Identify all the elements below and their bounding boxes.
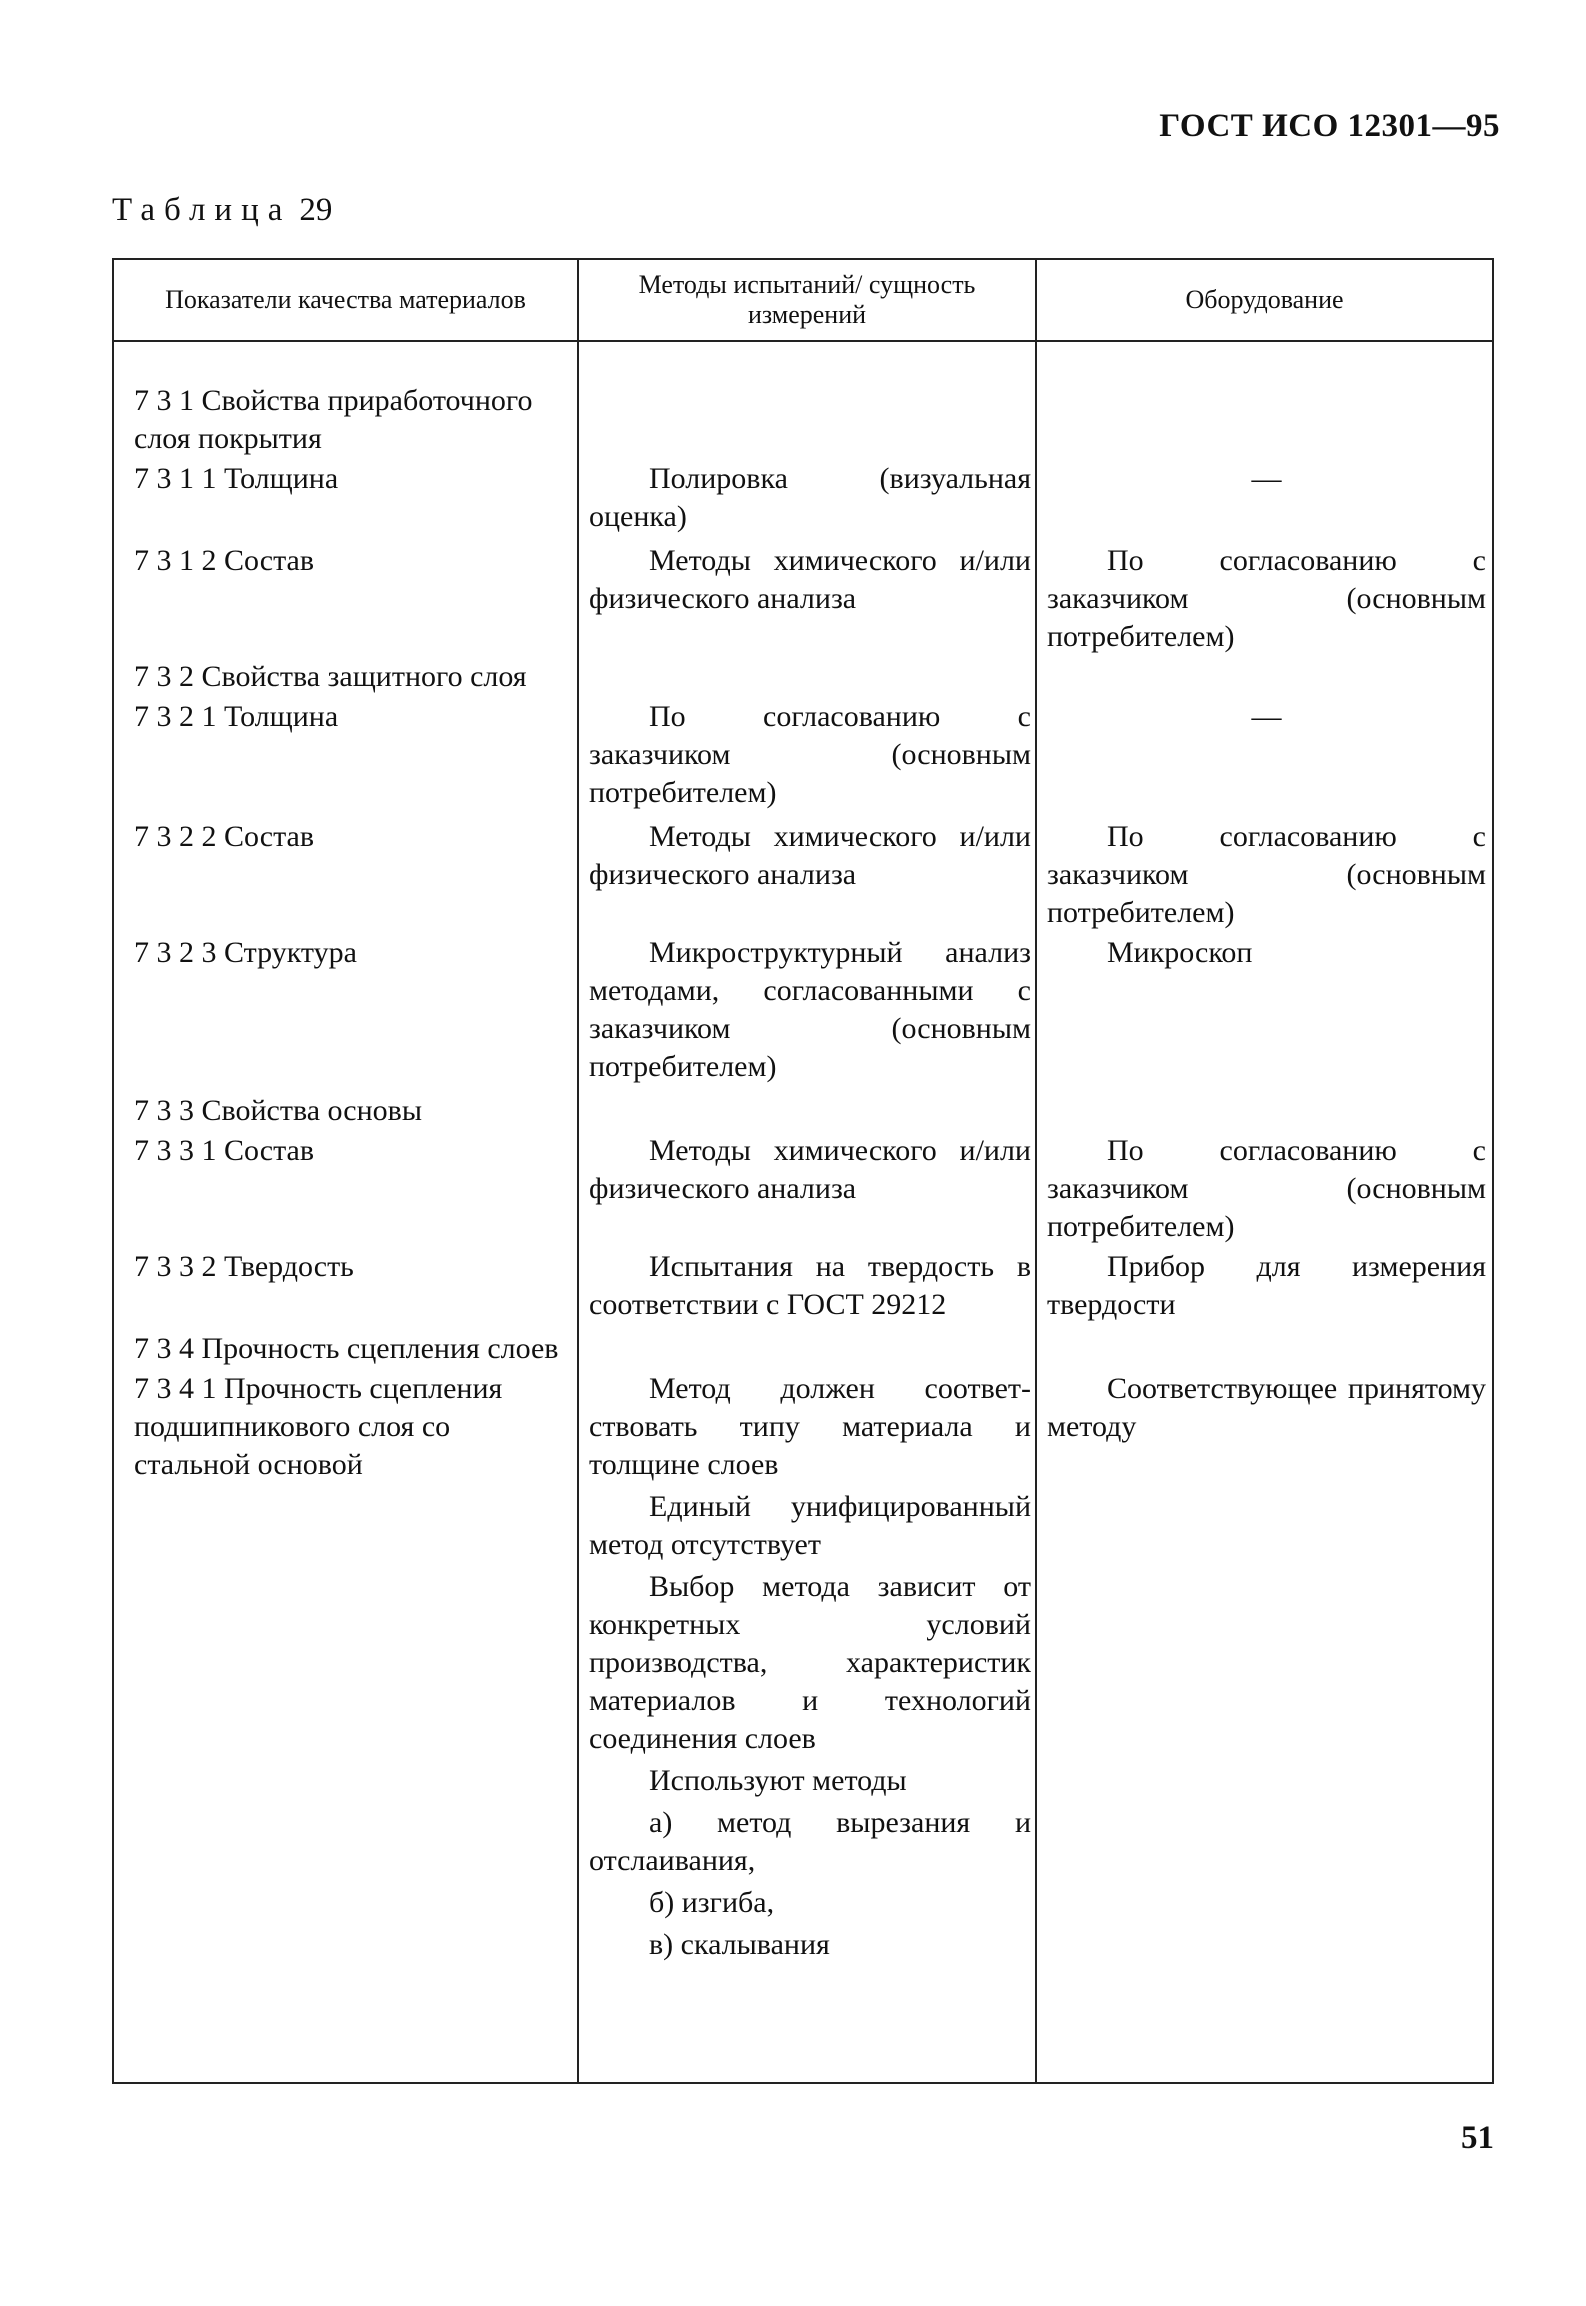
indicator-text: 7 3 1 Свойства приработочного слоя покрытия (134, 384, 533, 455)
table-row (114, 1132, 1492, 1248)
equipment-cell (1036, 382, 1492, 460)
indicator-text: 7 3 2 1 Толщина (134, 700, 339, 733)
header-indicators: Показатели качества материалов (114, 260, 578, 341)
equipment-dash: — (1251, 462, 1282, 495)
indicator-text: 7 3 1 1 Толщина (134, 462, 339, 495)
indicator-cell (114, 818, 578, 934)
method-paragraph: Методы химического и/или физического анализа (589, 820, 1031, 891)
standard-number: ГОСТ ИСО 12301—95 (1159, 108, 1500, 144)
indicator-cell (114, 658, 578, 698)
spacer-cell (114, 341, 578, 382)
equipment-text: По согласованию с заказчиком (основным потребителем) (1047, 820, 1486, 929)
indicator-text: 7 3 2 2 Состав (134, 820, 315, 853)
equipment-text: По согласованию с заказчиком (основным потребителем) (1047, 1134, 1486, 1243)
indicator-cell (114, 1132, 578, 1248)
method-paragraph: Микроструктурный анализ методами, согласованными с заказчиком (основным потребителем) (589, 936, 1031, 1083)
method-paragraph: Испытания на твердость в соответствии с ГОСТ 29212 (589, 1250, 1031, 1321)
indicator-text: 7 3 2 Свойства защитного слоя (134, 660, 527, 693)
table-body (114, 341, 1492, 2082)
method-cell (578, 1330, 1036, 1370)
indicator-cell (114, 542, 578, 658)
equipment-cell (1036, 1132, 1492, 1248)
filler-cell (578, 1970, 1036, 2082)
indicator-text: 7 3 3 2 Твердость (134, 1250, 354, 1283)
table-row (114, 934, 1492, 1092)
indicator-text: 7 3 4 Прочность сцепления слоев (134, 1332, 559, 1365)
method-paragraph: Выбор метода зависит от конкретных условий производства, характеристик материалов и технологий соединения слоев (589, 1570, 1031, 1755)
filler-cell (1036, 1970, 1492, 2082)
method-cell (578, 542, 1036, 658)
header-equipment: Оборудование (1036, 260, 1492, 341)
indicator-cell (114, 1370, 578, 1970)
equipment-cell (1036, 1330, 1492, 1370)
indicator-cell (114, 460, 578, 542)
table-row (114, 658, 1492, 698)
indicator-cell (114, 1330, 578, 1370)
indicator-text: 7 3 3 Свойства основы (134, 1094, 422, 1127)
spacer-cell (578, 341, 1036, 382)
indicator-text: 7 3 1 2 Состав (134, 544, 315, 577)
equipment-cell (1036, 1248, 1492, 1330)
table-row (114, 460, 1492, 542)
method-cell (578, 934, 1036, 1092)
method-cell (578, 1132, 1036, 1248)
method-paragraph: Методы химического и/или физического анализа (589, 1134, 1031, 1205)
method-cell (578, 698, 1036, 818)
method-cell (578, 1092, 1036, 1132)
equipment-text: Прибор для измерения твердости (1047, 1250, 1486, 1321)
method-paragraph: Используют методы (649, 1764, 907, 1797)
method-cell (578, 1370, 1036, 1970)
table-row (114, 1248, 1492, 1330)
header-methods: Методы испытаний/ сущность измерений (578, 260, 1036, 341)
method-paragraph: Полировка (визуальная оценка) (589, 462, 1031, 533)
equipment-dash: — (1251, 700, 1282, 733)
table-row (114, 698, 1492, 818)
equipment-cell (1036, 698, 1492, 818)
equipment-cell (1036, 818, 1492, 934)
method-paragraph: Единый унифицированный метод отсутствует (589, 1490, 1031, 1561)
table-row (114, 818, 1492, 934)
data-table (112, 258, 1494, 2084)
indicator-cell (114, 934, 578, 1092)
indicator-text: 7 3 2 3 Структура (134, 936, 357, 969)
table-row (114, 1092, 1492, 1132)
table-row (114, 1370, 1492, 1970)
indicator-text: 7 3 3 1 Состав (134, 1134, 315, 1167)
indicator-text: 7 3 4 1 Прочность сцепления подшипникового слоя со стальной основой (134, 1372, 503, 1481)
table-row (114, 382, 1492, 460)
spacer-cell (1036, 341, 1492, 382)
method-paragraph: а) метод вырезания и отслаивания, (589, 1806, 1031, 1877)
equipment-cell (1036, 542, 1492, 658)
table-row (114, 1330, 1492, 1370)
equipment-cell (1036, 460, 1492, 542)
table-caption-label: Таблица (112, 192, 292, 228)
method-cell (578, 658, 1036, 698)
method-cell (578, 1248, 1036, 1330)
method-cell (578, 818, 1036, 934)
equipment-cell (1036, 1370, 1492, 1970)
method-paragraph: По согласованию с заказчиком (основным потребителем) (589, 700, 1031, 809)
equipment-cell (1036, 934, 1492, 1092)
method-paragraph: б) изгиба, (649, 1886, 775, 1919)
indicator-cell (114, 1092, 578, 1132)
equipment-cell (1036, 1092, 1492, 1132)
filler-row (114, 1970, 1492, 2082)
spacer-row (114, 341, 1492, 382)
equipment-text: По согласованию с заказчиком (основным потребителем) (1047, 544, 1486, 653)
method-paragraph: Методы химического и/или физического анализа (589, 544, 1031, 615)
table-row (114, 542, 1492, 658)
indicator-cell (114, 1248, 578, 1330)
method-cell (578, 460, 1036, 542)
page-number: 51 (1461, 2120, 1494, 2156)
method-cell (578, 382, 1036, 460)
method-paragraph: Метод должен соответствовать типу материала и толщине слоев (589, 1372, 1031, 1481)
equipment-text: Соответствующее принятому методу (1047, 1372, 1486, 1443)
table-caption-number: 29 (299, 192, 333, 228)
method-paragraph: в) скалывания (649, 1928, 830, 1961)
indicator-cell (114, 382, 578, 460)
equipment-cell (1036, 658, 1492, 698)
table-caption (112, 192, 332, 229)
equipment-text: Микроскоп (1107, 936, 1253, 969)
table-header-row (114, 260, 1492, 341)
indicator-cell (114, 698, 578, 818)
filler-cell (114, 1970, 578, 2082)
